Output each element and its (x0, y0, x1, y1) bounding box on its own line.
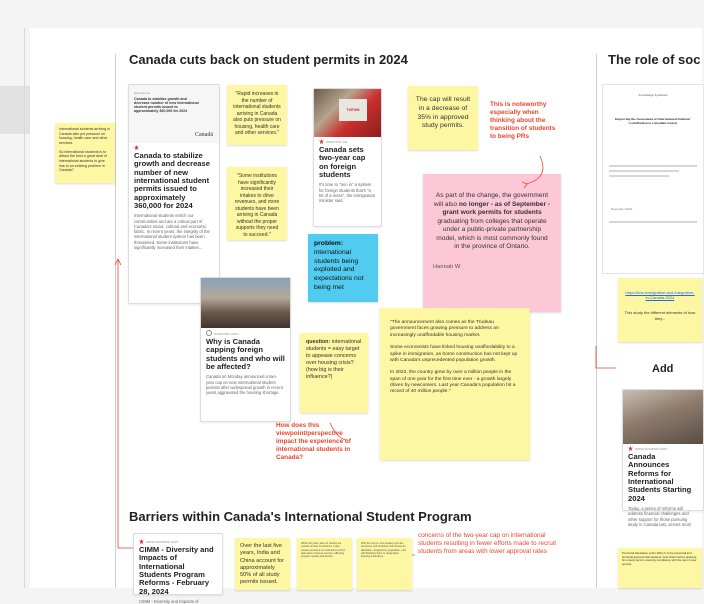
article-card-reforms[interactable] (622, 389, 704, 527)
card-description: Today, a series of reforms will address financial challenges and other support for those pursuing study in Canada last, across most (628, 506, 691, 527)
sticky-india-china[interactable]: Over the last five years, India and China account for approximately 50% of all study permits issued. (235, 538, 290, 590)
text-line (609, 165, 697, 167)
left-panel-tab[interactable] (0, 86, 30, 134)
sticky-pal[interactable]: Provincial Attestation Letter (PAL) It is the provincial and territorial approval that students must obtain before applying for a study permit, ensuring compliance with the cap on new permits. (618, 548, 702, 588)
connector-arrow (596, 346, 616, 368)
section-title-role-of-social: The role of soc (608, 52, 701, 67)
card-source-text: www.bbc.com (214, 330, 239, 336)
thumb-sign: TUITION (339, 99, 367, 121)
card-title: Canada to stabilize growth and decrease number of new international student permits issued to approximately 360,000 for 2024 (134, 151, 210, 211)
sticky-allocation[interactable]: With the cap on new student permits, provinces and territories will receive an allocation, weighted by population, and will distribute them to designated learning institutions. (357, 538, 412, 590)
card-description: CIMM - Diversity and Impacts of (139, 599, 199, 604)
thumb-logo: Canadä (195, 132, 213, 138)
article-card-cimm[interactable] (133, 533, 223, 604)
paper-date: December 2022 (611, 207, 633, 211)
paper-title: Improving the Assessment of International Students' Contribution to Canadian Society (614, 117, 692, 125)
left-note-p2: So international students is to attract the best a great deal of international students to give rise to an existing problem in Canada? (59, 149, 107, 173)
text-line (609, 175, 669, 177)
panel-divider (24, 28, 25, 588)
thumb-source: www.cbc.ca (134, 91, 150, 95)
sticky-institutions[interactable]: "Some institutions have significantly increased their intakes to drive revenues, and more students have been arriving in Canada without the proper supports they need to succeed." (227, 167, 287, 240)
paper-header: Knowledge Synthesis (638, 93, 668, 97)
sticky-research-link[interactable] (618, 278, 702, 342)
pink-text-2: graduating from colleges that operate under a public-private partnership model, which is most commonly found in the province of Ontario. (436, 217, 548, 251)
paper-document[interactable] (602, 84, 704, 274)
card-source (623, 444, 703, 451)
text-line (609, 221, 697, 223)
sticky-rapid-increase[interactable]: "Rapid increases in the number of international students arriving in Canada also puts pressure on housing, health care and other services." (227, 85, 287, 145)
card-title: CIMM - Diversity and Impacts of International Students Program Reforms - February 28, 2024 (139, 545, 214, 596)
add-heading: Add (652, 363, 674, 375)
question-text: international students = easy target to appease concerns over housing crisis? (how big is their influence?) (306, 339, 362, 381)
card-description: Canada on Monday announced a two-year cap on new international student permits after widespread growth in recent years aggravated the housing shortage. (206, 374, 283, 396)
card-source (134, 534, 222, 544)
thumb-headline: Canada to stabilize growth and decrease number of new international student permits issued to approximately 360,000 for 2024 (134, 97, 199, 114)
research-note: This study the different elements of how they... (624, 310, 696, 321)
question-label: question: (306, 339, 331, 345)
section-title-student-permits: Canada cuts back on student permits in 2024 (129, 52, 408, 67)
section-title-barriers: Barriers within Canada's International Student Program (129, 509, 472, 524)
annotation-noteworthy[interactable]: This is noteworthy especially when thinking about the transition of students to being PRs (490, 101, 556, 140)
card-description: It's time to "rein in" a system for foreign students that's "a bit of a mess", the immigration minister said. (319, 182, 376, 204)
connector-arrow (118, 260, 175, 548)
pink-bold: no longer - as of September - grant work permits for students (442, 200, 551, 217)
pink-text-1: As part of the change, the government will also (433, 192, 549, 208)
research-link[interactable]: https://lms.immigration-and-integration-in-Canada-2024 (625, 290, 695, 301)
card-source-text: www.cicnews.com (635, 446, 668, 451)
annotation-viewpoint[interactable]: How does this viewpoint/perspective impact the experience of international students in Canada? (276, 422, 351, 461)
left-panel (0, 0, 30, 588)
card-description: International students enrich our communities and are a critical part of Canada's social, cultural and economic fabric. In recent years, the integrity of the international student system has been threatened. Some institutions have significantly increased their intakes... (134, 213, 210, 250)
card-title: Why is Canada capping foreign students and who will be affected? (206, 337, 285, 372)
connector-arrow (330, 423, 348, 440)
card-source-text: www.cicnews.com (146, 539, 179, 544)
card-title: Canada Announces Reforms for International Students Starting 2024 (628, 452, 692, 503)
annotation-concerns[interactable]: concerns of the two-year cap on international students resulting in fewer efforts made to recruit students from areas with lower approval rates (418, 532, 557, 555)
whiteboard-canvas[interactable] (30, 28, 702, 604)
sticky-cap-result[interactable]: The cap will result in a decrease of 35% in approved study permits. (408, 86, 478, 150)
sticky-policy-impact[interactable]: While the policy aims to reduce the overall number of students, it also creates pressure on institutions to find alternative revenue sources, affecting program quality and access. (297, 538, 352, 590)
text-line (609, 170, 679, 172)
quote-p3: In 2022, the country grew by over a million people in the span of one year for the first time ever - a growth largely driven by newcomers. Last year Canada's population hit a record of 40 million people." (390, 370, 516, 395)
quote-p1: "The announcement also comes as the Trudeau government faces growing pressure to address an increasingly unaffordable housing market. (390, 320, 499, 338)
arrow-head (522, 182, 527, 188)
quote-p2: Some economists have linked housing unaffordability to a spike in immigration, as home construction has not kept up with Canada's unprecedented population growth. (390, 345, 518, 363)
card-title: Canada sets two-year cap on foreign students (319, 145, 366, 180)
card-thumbnail (623, 390, 703, 444)
connector-arrow (526, 156, 543, 184)
sticky-author: Hannah W (433, 263, 461, 270)
problem-text: international students being exploited and expectations not being met (314, 248, 364, 292)
left-note-p1: International students arriving in Canada also put pressure on housing, health care and other services. (59, 127, 110, 146)
card-source-text: www.cbc.ca (326, 139, 348, 144)
problem-label: problem: (314, 240, 344, 247)
